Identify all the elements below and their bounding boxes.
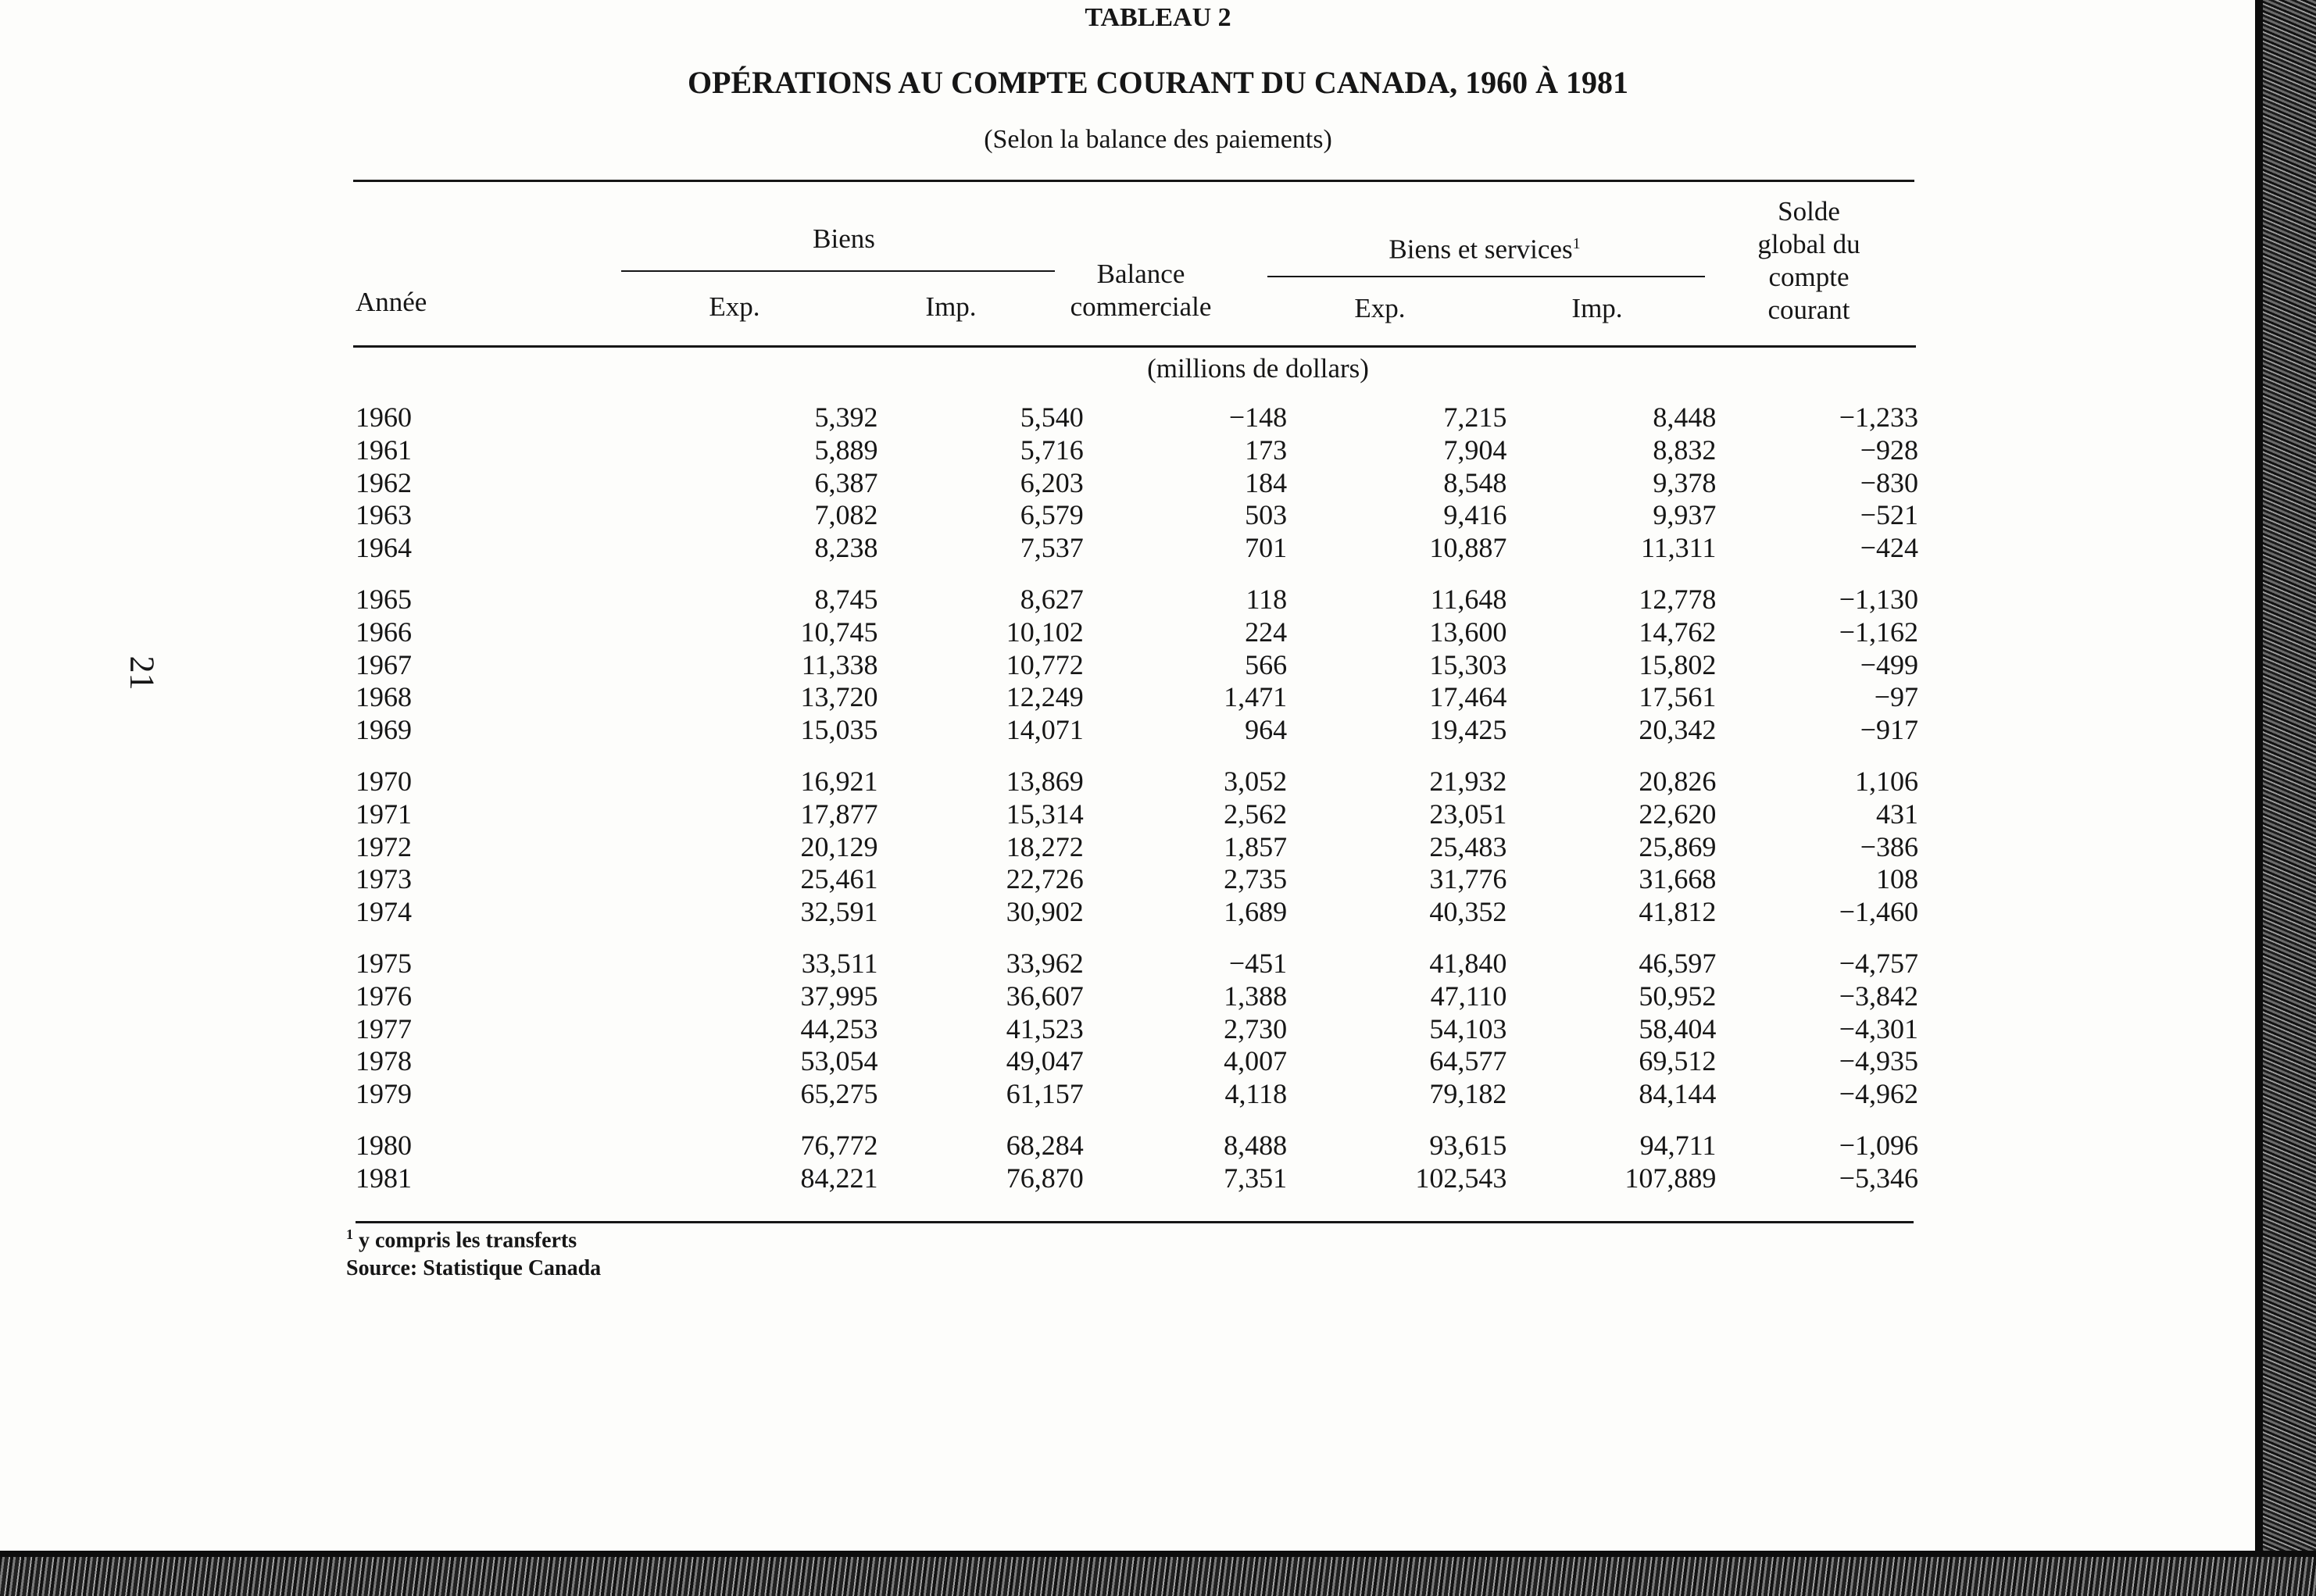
table-row — [356, 980, 1918, 1013]
cell-goods-imp: 33,962 — [1006, 947, 1084, 979]
cell-trade-balance: 184 — [1245, 466, 1288, 498]
table-row — [356, 1078, 1918, 1111]
cell-gs-exp: 17,464 — [1429, 681, 1507, 713]
cell-gs-imp: 11,311 — [1641, 532, 1717, 564]
cell-goods-exp: 32,591 — [800, 896, 878, 928]
cell-goods-imp: 10,772 — [1006, 648, 1084, 680]
header-current-balance-line4: courant — [1767, 295, 1850, 325]
cell-trade-balance: 1,388 — [1224, 980, 1288, 1012]
gs-group-rule — [1267, 276, 1705, 277]
table-row — [356, 747, 1918, 798]
cell-year: 1977 — [356, 1012, 412, 1044]
cell-trade-balance: 3,052 — [1224, 765, 1288, 797]
cell-goods-exp: 44,253 — [800, 1012, 878, 1044]
cell-goods-imp: 76,870 — [1006, 1162, 1084, 1194]
cell-current-balance: −1,162 — [1839, 616, 1918, 648]
cell-gs-exp: 93,615 — [1429, 1129, 1507, 1161]
cell-gs-exp: 21,932 — [1429, 765, 1507, 797]
header-current-balance-line2: global du — [1757, 229, 1860, 259]
cell-year: 1973 — [356, 863, 412, 895]
cell-current-balance: 431 — [1876, 798, 1918, 830]
header-goods-imp: Imp. — [925, 291, 977, 322]
cell-gs-exp: 7,904 — [1443, 434, 1507, 466]
table-row — [356, 616, 1918, 649]
header-trade-balance-line1: Balance — [1096, 259, 1185, 289]
cell-goods-imp: 36,607 — [1006, 980, 1084, 1012]
header-gs-label: Biens et services — [1389, 234, 1573, 265]
cell-year: 1962 — [356, 466, 412, 498]
cell-trade-balance: 2,730 — [1224, 1012, 1288, 1044]
header-current-balance — [1727, 195, 1891, 327]
table-row — [356, 863, 1918, 896]
table-row — [356, 532, 1918, 565]
cell-gs-exp: 41,840 — [1429, 947, 1507, 979]
table-row — [356, 681, 1918, 714]
cell-goods-exp: 53,054 — [800, 1045, 878, 1077]
cell-gs-imp: 94,711 — [1639, 1129, 1717, 1161]
cell-gs-exp: 102,543 — [1415, 1162, 1507, 1194]
header-trade-balance-line2: commerciale — [1070, 291, 1212, 322]
cell-year: 1964 — [356, 532, 412, 564]
table-label: TABLEAU 2 — [1085, 3, 1231, 32]
cell-gs-exp: 25,483 — [1429, 830, 1507, 862]
cell-current-balance: −4,757 — [1839, 947, 1918, 979]
bottom-rule — [356, 1221, 1914, 1223]
cell-current-balance: −4,301 — [1839, 1012, 1918, 1044]
cell-gs-exp: 79,182 — [1429, 1078, 1507, 1110]
cell-gs-imp: 15,802 — [1639, 648, 1717, 680]
cell-trade-balance: 118 — [1246, 583, 1288, 615]
cell-goods-exp: 5,889 — [814, 434, 878, 466]
cell-current-balance: −97 — [1874, 681, 1918, 713]
header-trade-balance — [1043, 258, 1238, 323]
cell-gs-imp: 50,952 — [1639, 980, 1717, 1012]
cell-year: 1976 — [356, 980, 412, 1012]
cell-trade-balance: 7,351 — [1224, 1162, 1288, 1194]
cell-goods-exp: 7,082 — [814, 499, 878, 531]
cell-goods-imp: 8,627 — [1020, 583, 1084, 615]
footnote-marker: 1 — [346, 1226, 353, 1242]
table-row — [356, 929, 1918, 980]
cell-current-balance: −521 — [1860, 499, 1918, 531]
cell-year: 1981 — [356, 1162, 412, 1194]
table-title: OPÉRATIONS AU COMPTE COURANT DU CANADA, 1960 À 1981 — [687, 65, 1629, 100]
cell-year: 1972 — [356, 830, 412, 862]
cell-gs-exp: 54,103 — [1429, 1012, 1507, 1044]
cell-year: 1969 — [356, 714, 412, 746]
header-goods-services-group — [1328, 227, 1641, 266]
cell-goods-exp: 84,221 — [800, 1162, 878, 1194]
cell-trade-balance: 566 — [1245, 648, 1288, 680]
cell-trade-balance: −451 — [1228, 947, 1288, 979]
cell-gs-imp: 58,404 — [1639, 1012, 1717, 1044]
table-row — [356, 831, 1918, 864]
cell-goods-imp: 61,157 — [1006, 1078, 1084, 1110]
table-row — [356, 1162, 1918, 1195]
cell-goods-imp: 13,869 — [1006, 765, 1084, 797]
header-gs-footnote-marker: 1 — [1572, 235, 1581, 252]
goods-group-rule — [621, 270, 1055, 272]
header-current-balance-line1: Solde — [1778, 196, 1840, 227]
cell-goods-exp: 11,338 — [801, 648, 878, 680]
cell-gs-exp: 23,051 — [1429, 798, 1507, 830]
cell-trade-balance: 4,118 — [1224, 1078, 1288, 1110]
cell-gs-imp: 8,448 — [1653, 402, 1717, 433]
cell-goods-imp: 18,272 — [1006, 830, 1084, 862]
cell-goods-imp: 30,902 — [1006, 896, 1084, 928]
cell-current-balance: −499 — [1860, 648, 1918, 680]
cell-trade-balance: 2,562 — [1224, 798, 1288, 830]
cell-gs-imp: 46,597 — [1639, 947, 1717, 979]
cell-current-balance: −1,233 — [1839, 402, 1918, 433]
cell-gs-exp: 31,776 — [1429, 863, 1507, 895]
cell-gs-exp: 47,110 — [1430, 980, 1507, 1012]
cell-year: 1975 — [356, 947, 412, 979]
cell-gs-imp: 9,937 — [1653, 499, 1717, 531]
top-rule — [353, 180, 1914, 182]
footnote-source: Source: Statistique Canada — [346, 1256, 602, 1280]
cell-gs-exp: 13,600 — [1429, 616, 1507, 648]
cell-goods-exp: 13,720 — [800, 681, 878, 713]
cell-current-balance: −1,130 — [1839, 583, 1918, 615]
cell-year: 1961 — [356, 434, 412, 466]
cell-gs-imp: 12,778 — [1639, 583, 1717, 615]
cell-current-balance: −386 — [1860, 830, 1918, 862]
scan-edge-right — [2255, 0, 2316, 1596]
cell-goods-imp: 5,716 — [1020, 434, 1084, 466]
cell-current-balance: −1,096 — [1839, 1129, 1918, 1161]
cell-gs-imp: 69,512 — [1639, 1045, 1717, 1077]
cell-year: 1960 — [356, 402, 412, 433]
cell-current-balance: −917 — [1860, 714, 1918, 746]
table-row — [356, 434, 1918, 467]
cell-goods-exp: 6,387 — [814, 466, 878, 498]
cell-goods-exp: 37,995 — [800, 980, 878, 1012]
cell-gs-imp: 17,561 — [1639, 681, 1717, 713]
cell-current-balance: −928 — [1860, 434, 1918, 466]
header-gs-exp: Exp. — [1354, 293, 1406, 323]
cell-trade-balance: 4,007 — [1224, 1045, 1288, 1077]
cell-goods-exp: 15,035 — [800, 714, 878, 746]
cell-gs-exp: 9,416 — [1443, 499, 1507, 531]
cell-gs-exp: 40,352 — [1429, 896, 1507, 928]
table-row — [356, 1045, 1918, 1078]
cell-year: 1978 — [356, 1045, 412, 1077]
cell-year: 1967 — [356, 648, 412, 680]
cell-goods-exp: 5,392 — [814, 402, 878, 433]
cell-gs-imp: 22,620 — [1639, 798, 1717, 830]
table-body — [356, 402, 1918, 1195]
cell-current-balance: −830 — [1860, 466, 1918, 498]
data-table — [356, 402, 1918, 1195]
cell-trade-balance: 8,488 — [1224, 1129, 1288, 1161]
cell-goods-imp: 14,071 — [1006, 714, 1084, 746]
cell-goods-imp: 12,249 — [1006, 681, 1084, 713]
table-subtitle: (Selon la balance des paiements) — [984, 125, 1332, 154]
cell-goods-imp: 6,579 — [1020, 499, 1084, 531]
scan-edge-bottom — [0, 1551, 2316, 1596]
cell-goods-imp: 41,523 — [1006, 1012, 1084, 1044]
cell-gs-imp: 14,762 — [1639, 616, 1717, 648]
cell-goods-exp: 20,129 — [800, 830, 878, 862]
cell-trade-balance: 964 — [1245, 714, 1288, 746]
cell-gs-exp: 19,425 — [1429, 714, 1507, 746]
cell-goods-exp: 76,772 — [800, 1129, 878, 1161]
cell-gs-imp: 41,812 — [1639, 896, 1717, 928]
cell-goods-imp: 15,314 — [1006, 798, 1084, 830]
cell-year: 1980 — [356, 1129, 412, 1161]
cell-current-balance: −4,935 — [1839, 1045, 1918, 1077]
page-number: 21 — [123, 655, 162, 691]
cell-goods-exp: 33,511 — [801, 947, 878, 979]
cell-trade-balance: 2,735 — [1224, 863, 1288, 895]
table-row — [356, 1013, 1918, 1046]
cell-current-balance: −5,346 — [1839, 1162, 1918, 1194]
cell-gs-exp: 15,303 — [1429, 648, 1507, 680]
cell-goods-imp: 68,284 — [1006, 1129, 1084, 1161]
cell-gs-exp: 7,215 — [1443, 402, 1507, 433]
cell-year: 1970 — [356, 765, 412, 797]
cell-gs-imp: 9,378 — [1653, 466, 1717, 498]
table-row — [356, 649, 1918, 682]
table-row — [356, 499, 1918, 532]
cell-goods-exp: 17,877 — [800, 798, 878, 830]
table-row — [356, 565, 1918, 616]
cell-trade-balance: 224 — [1245, 616, 1288, 648]
cell-trade-balance: 503 — [1245, 499, 1288, 531]
cell-goods-imp: 6,203 — [1020, 466, 1084, 498]
cell-goods-exp: 65,275 — [800, 1078, 878, 1110]
cell-gs-exp: 64,577 — [1429, 1045, 1507, 1077]
unit-note: (millions de dollars) — [1147, 353, 1369, 384]
header-goods-group: Biens — [813, 223, 875, 254]
cell-current-balance: 1,106 — [1855, 765, 1918, 797]
cell-goods-imp: 5,540 — [1020, 402, 1084, 433]
cell-gs-imp: 84,144 — [1639, 1078, 1717, 1110]
cell-gs-imp: 20,826 — [1639, 765, 1717, 797]
header-year: Année — [356, 287, 427, 317]
cell-goods-exp: 25,461 — [800, 863, 878, 895]
cell-goods-imp: 10,102 — [1006, 616, 1084, 648]
cell-current-balance: −4,962 — [1839, 1078, 1918, 1110]
cell-trade-balance: 1,471 — [1224, 681, 1288, 713]
footnote-text: y compris les transferts — [353, 1228, 577, 1253]
cell-current-balance: −3,842 — [1839, 980, 1918, 1012]
header-bottom-rule — [353, 345, 1916, 348]
cell-year: 1965 — [356, 583, 412, 615]
cell-gs-imp: 107,889 — [1624, 1162, 1717, 1194]
cell-trade-balance: 1,857 — [1224, 830, 1288, 862]
cell-goods-exp: 10,745 — [800, 616, 878, 648]
cell-year: 1974 — [356, 896, 412, 928]
cell-year: 1968 — [356, 681, 412, 713]
cell-gs-imp: 31,668 — [1639, 863, 1717, 895]
cell-year: 1979 — [356, 1078, 412, 1110]
cell-trade-balance: 1,689 — [1224, 896, 1288, 928]
cell-goods-imp: 22,726 — [1006, 863, 1084, 895]
cell-goods-imp: 49,047 — [1006, 1045, 1084, 1077]
cell-gs-exp: 11,648 — [1430, 583, 1507, 615]
header-gs-imp: Imp. — [1571, 293, 1623, 323]
cell-trade-balance: 173 — [1245, 434, 1288, 466]
cell-current-balance: −424 — [1860, 532, 1918, 564]
header-current-balance-line3: compte — [1768, 262, 1850, 292]
cell-goods-imp: 7,537 — [1020, 532, 1084, 564]
cell-gs-exp: 10,887 — [1429, 532, 1507, 564]
table-row — [356, 467, 1918, 500]
table-row — [356, 714, 1918, 747]
cell-year: 1971 — [356, 798, 412, 830]
cell-gs-imp: 20,342 — [1639, 714, 1717, 746]
cell-gs-imp: 25,869 — [1639, 830, 1717, 862]
table-row — [356, 402, 1918, 434]
cell-goods-exp: 16,921 — [800, 765, 878, 797]
cell-year: 1963 — [356, 499, 412, 531]
footnote-transfers — [346, 1226, 577, 1253]
cell-goods-exp: 8,238 — [814, 532, 878, 564]
table-row — [356, 1111, 1918, 1162]
cell-trade-balance: 701 — [1245, 532, 1288, 564]
cell-gs-imp: 8,832 — [1653, 434, 1717, 466]
cell-trade-balance: −148 — [1228, 402, 1288, 433]
cell-year: 1966 — [356, 616, 412, 648]
cell-gs-exp: 8,548 — [1443, 466, 1507, 498]
cell-goods-exp: 8,745 — [814, 583, 878, 615]
cell-current-balance: −1,460 — [1839, 896, 1918, 928]
cell-current-balance: 108 — [1876, 863, 1918, 895]
table-row — [356, 798, 1918, 831]
table-row — [356, 896, 1918, 929]
header-goods-exp: Exp. — [709, 291, 760, 322]
